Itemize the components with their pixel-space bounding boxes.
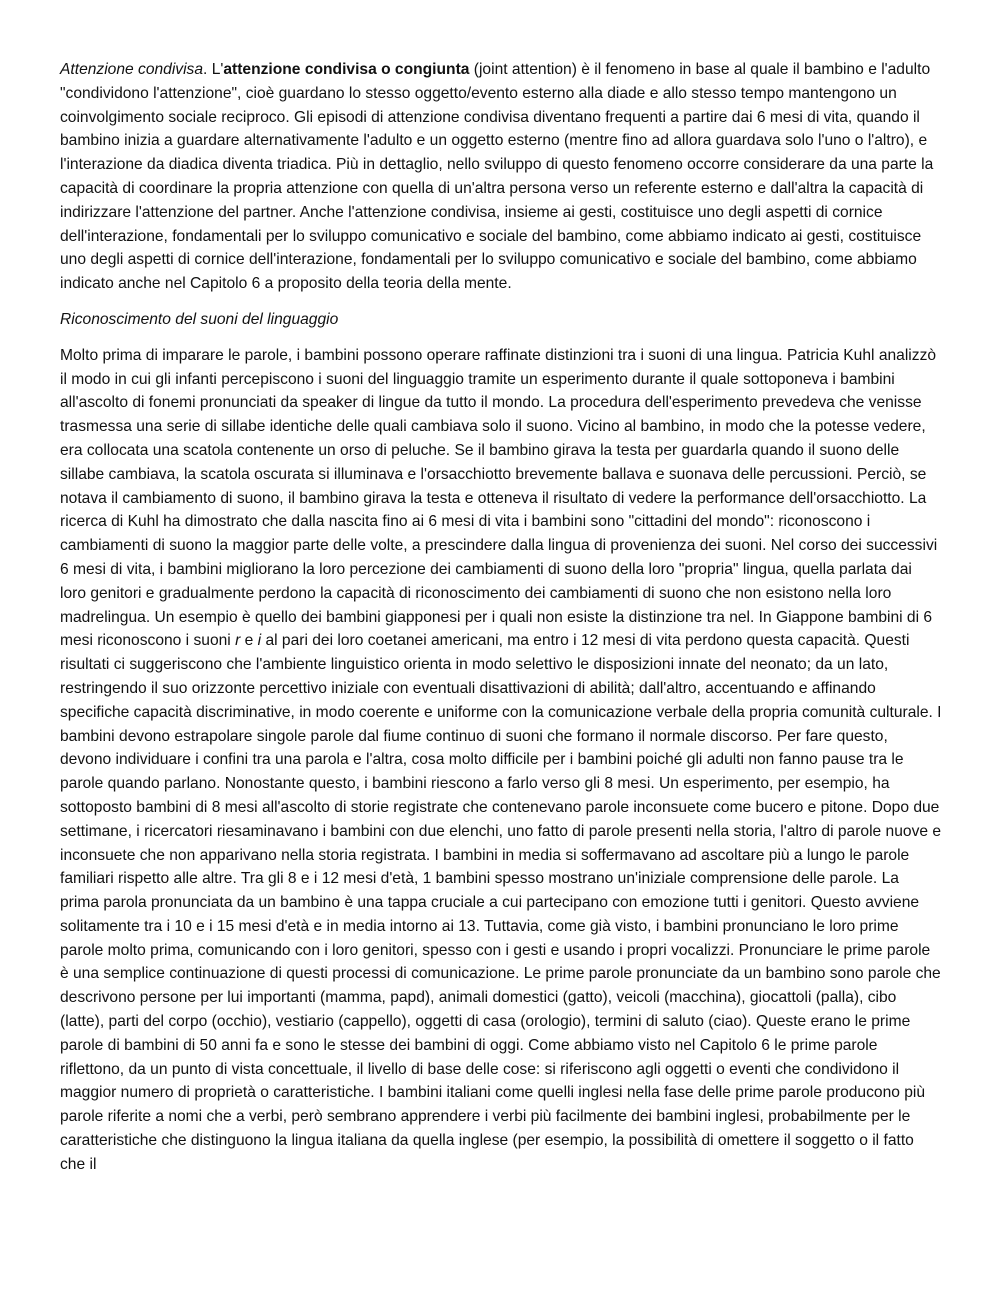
paragraph-text: (joint attention) è il fenomeno in base al quale il bambino e l'adulto "condividono l'attenzione", cioè guardano lo stesso oggetto/evento esterno alla diade e allo stesso tempo mantengono un coinvolgimento sociale reciproco. Gli episodi di attenzione condivisa diventano frequenti a partire dai 6 mesi di vita, quando il bambino inizia a guardare alternativamente l'adulto e un oggetto esterno (mentre fino ad allora guardava solo l'uno o l'altro), e l'interazione da diadica diventa triadica. Più in dettaglio, nello sviluppo di questo fenomeno occorre considerare da una parte la capacità di coordinare la propria attenzione con quella di un'altra persona verso un referente esterno e dall'altra la capacità di indirizzare l'attenzione del partner. Anche l'attenzione condivisa, insieme ai gesti, costituisce uno degli aspetti di cornice dell'interazione, fondamentali per lo sviluppo comunicativo e sociale del bambino, come abbiamo indicato ai gesti, costituisce uno degli aspetti di cornice dell'interazione, fondamentali per lo sviluppo comunicativo e sociale del bambino, come abbiamo indicato anche nel Capitolo 6 a proposito della teoria della mente.: [60, 61, 934, 293]
paragraph-text-c: al pari dei loro coetanei americani, ma entro i 12 mesi di vita perdono questa capacità. Questi risultati ci suggeriscono che l'ambiente linguistico orienta in modo selettivo le disposizioni innate del neonato; da un lato, restringendo il suo orizzonte percettivo iniziale con eventuali disattivazioni di abilità; dall'altro, accentuando e affinando specifiche capacità discriminative, in modo coerente e uniforme con la comunicazione verbale della propria comunità culturale. I bambini devono estrapolare singole parole dal fiume continuo di suoni che formano il normale discorso. Per fare questo, devono individuare i confini tra una parola e l'altra, cosa molto difficile per i bambini poiché gli adulti non fanno pause tra le parole quando parlano. Nonostante questo, i bambini riescono a farlo verso gli 8 mesi. Un esperimento, per esempio, ha sottoposto bambini di 8 mesi all'ascolto di storie registrate che contenevano parole inconsuete come bucero e pitone. Dopo due settimane, i ricercatori riesaminavano i bambini con due elenchi, uno fatto di parole presenti nella storia, l'altro di parole nuove e inconsuete che non apparivano nella storia registrata. I bambini in media si soffermavano ad ascoltare più a lungo le parole familiari rispetto alle altre. Tra gli 8 e i 12 mesi d'età, 1 bambini spesso mostrano un'iniziale comprensione delle parole. La prima parola pronunciata da un bambino è una tappa cruciale a cui partecipano con emozione tutti i genitori. Questo avviene solitamente tra i 10 e i 15 mesi d'età e in media intorno ai 13. Tuttavia, come già visto, i bambini pronunciano le loro prime parole molto prima, comunicando con i loro genitori, spesso con i gesti e usando i propri vocalizzi. Pronunciare le prime parole è una semplice continuazione di questi processi di comunicazione. Le prime parole pronunciate da un bambino sono parole che descrivono persone per lui importanti (mamma, papd), animali domestici (gatto), veicoli (macchina), giocattoli (palla), cibo (latte), parti del corpo (occhio), vestiario (cappello), oggetti di casa (orologio), termini di saluto (ciao). Queste erano le prime parole di bambini di 50 anni fa e sono le stesse dei bambini di oggi. Come abbiamo visto nel Capitolo 6 le prime parole riflettono, da un punto di vista concettuale, il livello di base delle cose: si riferiscono agli oggetti o eventi che condividono il maggior numero di proprietà o caratteristiche. I bambini italiani come quelli inglesi nella fase delle prime parole producono più parole riferite a nomi che a verbi, però sembrano apprendere i verbi più facilmente dei bambini inglesi, probabilmente per le caratteristiche che distinguono la lingua italiana da quella inglese (per esempio, la possibilità di omettere il soggetto o il fatto che il: [60, 632, 942, 1173]
paragraph-joint-attention: [60, 58, 942, 296]
lead-term-italic: Attenzione condivisa: [60, 61, 204, 78]
paragraph-speech-sounds: [60, 344, 942, 1177]
section-heading: Riconoscimento del suoni del linguaggio: [60, 310, 339, 328]
italic-letter-r: r: [235, 632, 241, 650]
paragraph-text-b: e: [240, 632, 258, 650]
lead-punctuation: . L': [203, 61, 224, 78]
document-page: [60, 58, 942, 1177]
italic-letter-i: i: [257, 632, 262, 650]
paragraph-text-a: Molto prima di imparare le parole, i bambini possono operare raffinate distinzioni tra i suoni di una lingua. Patricia Kuhl analizzò il modo in cui gli infanti percepiscono i suoni del linguaggio tramite un esperimento durante il quale sottoponeva i bambini all'ascolto di fonemi pronunciati da speaker di lingue da tutto il mondo. La procedura dell'esperimento prevedeva che venisse trasmessa una serie di sillabe identiche delle quali cambiava solo il suono. Vicino al bambino, in modo che la potesse vedere, era collocata una scatola contenente un orso di peluche. Se il bambino girava la testa per guardarla quando il suono delle sillabe cambiava, la scatola oscurata si illuminava e l'orsacchiotto brevemente ballava e suonava delle percussioni. Perciò, se notava il cambiamento di suono, il bambino girava la testa e otteneva il risultato di vedere la performance dell'orsacchiotto. La ricerca di Kuhl ha dimostrato che dalla nascita fino ai 6 mesi di vita i bambini sono "cittadini del mondo": riconoscono i cambiamenti di suono la maggior parte delle volte, a prescindere dalla lingua di provenienza dei suoni. Nel corso dei successivi 6 mesi di vita, i bambini migliorano la loro percezione dei cambiamenti di suono della loro "propria" lingua, quella parlata dai loro genitori e gradualmente perdono la capacità di riconoscimento dei cambiamenti di suono che non esistono nella loro madrelingua. Un esempio è quello dei bambini giapponesi per i quali non esiste la distinzione tra nel. In Giappone bambini di 6 mesi riconoscono i suoni: [60, 346, 938, 650]
bold-term: attenzione condivisa o congiunta: [223, 61, 470, 78]
